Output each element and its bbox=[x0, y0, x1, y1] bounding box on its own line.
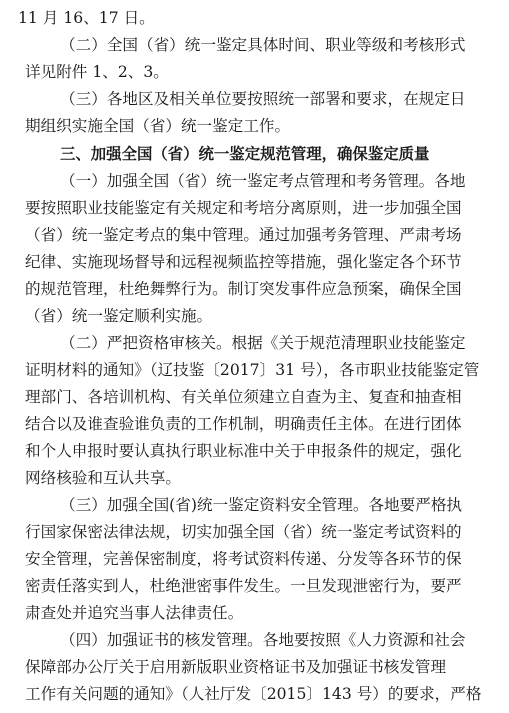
text-line: 的规范管理，杜绝舞弊行为。制订突发事件应急预案，确保全国 bbox=[25, 280, 462, 298]
text-line: 行国家保密法律法规，切实加强全国（省）统一鉴定考试资料的 bbox=[25, 523, 462, 541]
text-line: 保障部办公厅关于启用新版职业资格证书及加强证书核发管理 bbox=[25, 658, 447, 676]
text-line: （三）加强全国(省)统一鉴定资料安全管理。各地要严格执 bbox=[60, 496, 463, 514]
text-line: （省）统一鉴定考点的集中管理。通过加强考务管理、严肃考场 bbox=[25, 226, 462, 244]
text-line: 网络核验和互认共享。 bbox=[25, 469, 181, 487]
text-line: （四）加强证书的核发管理。各地要按照《人力资源和社会 bbox=[60, 631, 466, 649]
text-line: （三）各地区及相关单位要按照统一部署和要求，在规定日 bbox=[60, 90, 466, 108]
text-line: （二）严把资格审核关。根据《关于规范清理职业技能鉴定 bbox=[60, 334, 466, 352]
text-line: 期组织实施全国（省）统一鉴定工作。 bbox=[25, 117, 291, 135]
text-line: 详见附件 1、2、3。 bbox=[25, 63, 169, 81]
text-line: 密责任落实到人，杜绝泄密事件发生。一旦发现泄密行为，要严 bbox=[25, 577, 462, 595]
text-line: （省）统一鉴定顺利实施。 bbox=[25, 307, 213, 325]
text-line: 要按照职业技能鉴定有关规定和考培分离原则，进一步加强全国 bbox=[25, 199, 462, 217]
text-line: 结合以及谁查验谁负责的工作机制，明确责任主体。在进行团体 bbox=[25, 415, 462, 433]
text-line: 安全管理，完善保密制度，将考试资料传递、分发等各环节的保 bbox=[25, 550, 462, 568]
text-line: 和个人申报时要认真执行职业标准中关于申报条件的规定，强化 bbox=[25, 442, 462, 460]
text-line: （二）全国（省）统一鉴定具体时间、职业等级和考核形式 bbox=[60, 36, 466, 54]
text-line: 11 月 16、17 日。 bbox=[18, 9, 155, 27]
text-line: 理部门、各培训机构、有关单位须建立自查为主、复查和抽查相 bbox=[25, 388, 462, 406]
section-heading: 三、加强全国（省）统一鉴定规范管理，确保鉴定质量 bbox=[60, 145, 430, 163]
text-line: （一）加强全国（省）统一鉴定考点管理和考务管理。各地 bbox=[60, 172, 466, 190]
text-line: 肃查处并追究当事人法律责任。 bbox=[25, 604, 244, 622]
text-line: 工作有关问题的通知》（人社厅发〔2015〕143 号）的要求，严格 bbox=[25, 685, 482, 703]
text-line: 证明材料的通知》（辽技鉴〔2017〕31 号），各市职业技能鉴定管 bbox=[25, 361, 480, 379]
text-line: 纪律、实施现场督导和远程视频监控等措施，强化鉴定各个环节 bbox=[25, 253, 462, 271]
